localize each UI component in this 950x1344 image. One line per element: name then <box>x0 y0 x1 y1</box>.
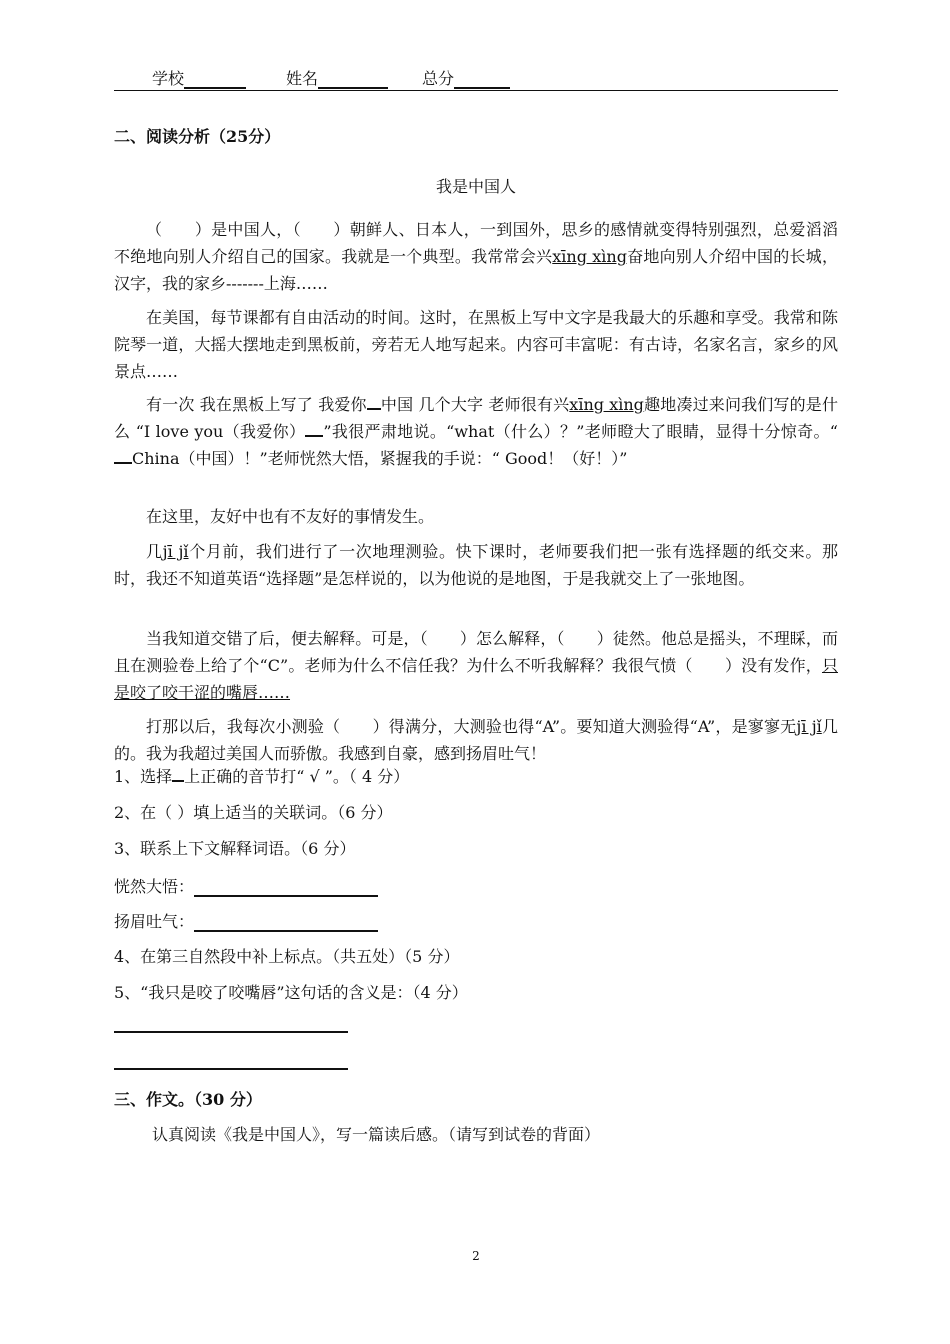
p5-pinyin: jī jǐ <box>162 542 189 561</box>
paragraph-5 <box>114 538 838 592</box>
word-2-answer-line[interactable] <box>194 913 378 932</box>
p3-text-d: ”我很严肃地说。“what（什么）？”老师瞪大了眼睛，显得十分惊奇。“ <box>323 422 838 441</box>
page-number: 2 <box>472 1249 480 1263</box>
q1-text-b: 上正确的音节打“ √ ”。（ 4 分） <box>184 767 410 786</box>
p3-text-b: 中国 几个大字 老师很有兴 <box>380 395 570 414</box>
p1-text-b: 奋地向别人介绍中国的长城，汉字，我的家乡-------上海…… <box>114 247 838 293</box>
q5-answer-line-2[interactable] <box>114 1068 348 1070</box>
p6-text-a: 当我知道交错了后，便去解释。可是，（ ）怎么解释，（ ）徒然。他总是摇头，不理睬，而且在测验卷上给了个“C”。老师为什么不信任我？为什么不听我解释？我很气愤（ ）没有发作， <box>114 629 838 675</box>
p3-blank-1 <box>367 392 381 410</box>
question-5: 5、“我只是咬了咬嘴唇”这句话的含义是：（4 分） <box>114 983 468 1002</box>
p7-pinyin: jī jǐ <box>796 717 822 736</box>
score-label: 总分 <box>422 69 455 88</box>
section2-heading: 二、阅读分析（25分） <box>114 127 281 146</box>
p1-pinyin: xīng xìng <box>552 247 627 266</box>
paragraph-6 <box>114 625 838 706</box>
word-1-row <box>114 874 378 897</box>
name-label: 姓名 <box>286 69 319 88</box>
school-label: 学校 <box>152 69 185 88</box>
question-3: 3、联系上下文解释词语。（6 分） <box>114 839 356 858</box>
p3-text-c: 趣地凑过来问我们写的是什么 “I love you（我爱你） <box>114 395 838 441</box>
section3-heading: 三、作文。（30 分） <box>114 1090 262 1109</box>
school-field <box>152 66 246 89</box>
paragraph-3 <box>114 391 838 472</box>
paragraph-7 <box>114 713 838 767</box>
p7-text-b: 几的。我为我超过美国人而骄傲。我感到自豪，感到扬眉吐气！ <box>114 717 838 763</box>
p3-blank-2 <box>305 419 323 437</box>
question-1 <box>114 764 409 787</box>
paragraph-2: 在美国，每节课都有自由活动的时间。这时，在黑板上写中文字是我最大的乐趣和享受。我常和陈院琴一道，大摇大摆地走到黑板前，旁若无人地写起来。内容可丰富呢：有古诗，名家名言，家乡的风景点…… <box>114 308 838 381</box>
word-2-row <box>114 909 378 932</box>
question-2: 2、在（ ）填上适当的关联词。（6 分） <box>114 803 393 822</box>
p6-underlined-sentence: 只是咬了咬干涩的嘴唇…… <box>114 656 838 702</box>
school-blank <box>184 69 246 89</box>
q5-answer-line-1[interactable] <box>114 1031 348 1033</box>
essay-prompt: 认真阅读《我是中国人》，写一篇读后感。（请写到试卷的背面） <box>152 1125 601 1144</box>
exam-page <box>114 0 838 1344</box>
p3-text-e: China（中国）！”老师恍然大悟，紧握我的手说：“ Good！（好！）” <box>132 449 628 468</box>
q1-text-a: 1、选择 <box>114 767 173 786</box>
paragraph-4: 在这里，友好中也有不友好的事情发生。 <box>146 507 435 526</box>
p3-pinyin: xīng xìng <box>569 395 644 414</box>
score-field <box>422 66 510 89</box>
p5-text-b: 个月前，我们进行了一次地理测验。快下课时，老师要我们把一张有选择题的纸交来。那时，我还不知道英语“选择题”是怎样说的，以为他说的是地图，于是我就交上了一张地图。 <box>114 542 838 588</box>
p7-text-a: 打那以后，我每次小测验（ ）得满分，大测验也得“A”。要知道大测验得“A”，是寥寥无 <box>146 717 797 736</box>
p5-text-a: 几 <box>146 542 163 561</box>
score-blank <box>454 69 510 89</box>
p3-blank-3 <box>114 446 132 464</box>
article-title: 我是中国人 <box>435 177 516 196</box>
p3-text-a: 有一次 我在黑板上写了 我爱你 <box>146 395 367 414</box>
name-blank <box>318 69 388 89</box>
p1-text-a: （ ）是中国人，（ ）朝鲜人、日本人，一到国外，思乡的感情就变得特别强烈，总爱滔滔不绝地向别人介绍自己的国家。我就是一个典型。我常常会兴 <box>114 220 838 266</box>
name-field <box>286 66 388 89</box>
word-2-label: 扬眉吐气： <box>114 912 195 931</box>
word-1-answer-line[interactable] <box>194 878 378 897</box>
word-1-label: 恍然大悟： <box>114 877 195 896</box>
header-fields <box>114 66 838 91</box>
q1-blank <box>172 764 184 782</box>
paragraph-1 <box>114 216 838 297</box>
question-4: 4、在第三自然段中补上标点。（共五处）（5 分） <box>114 947 460 966</box>
